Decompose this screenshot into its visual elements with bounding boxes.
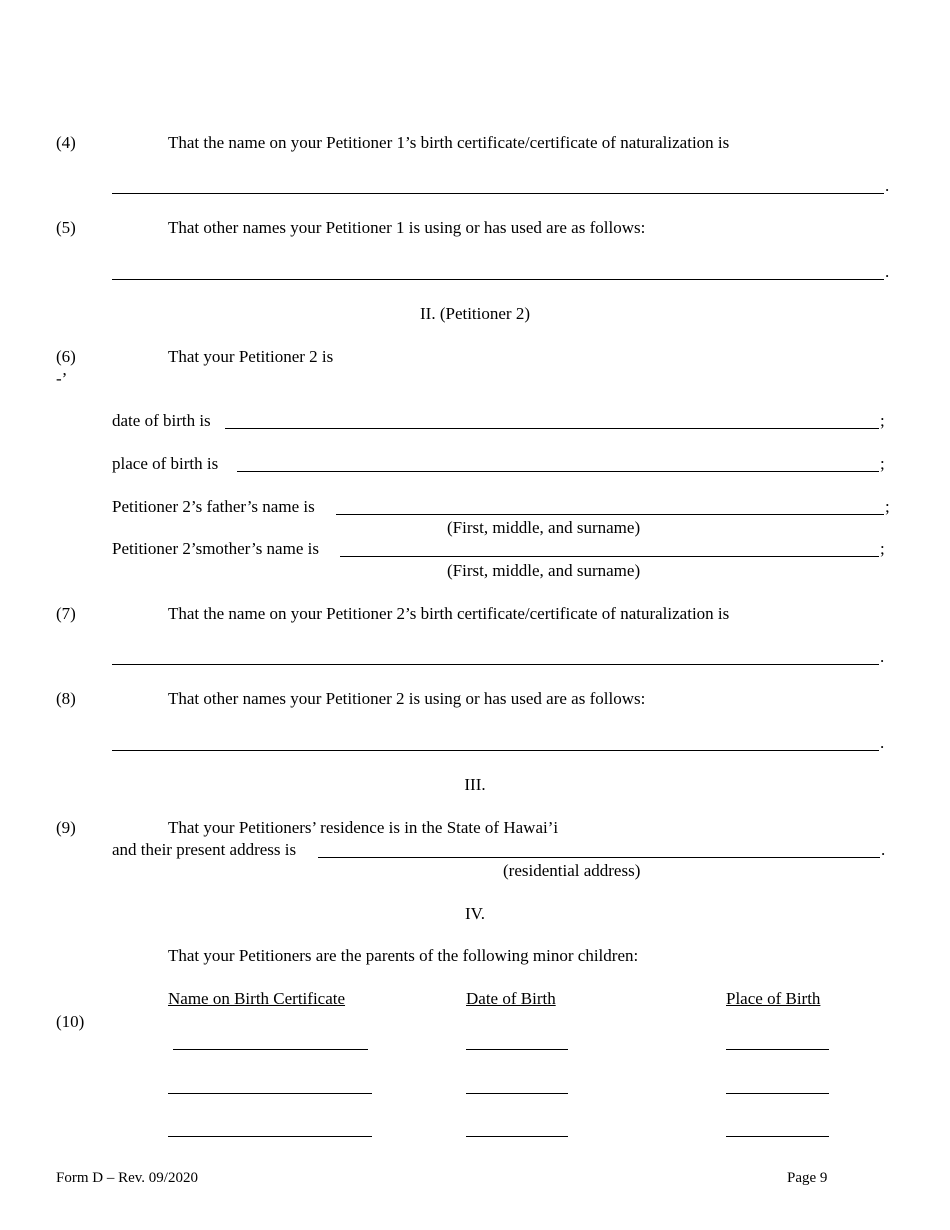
item-number-7: (7) bbox=[56, 604, 76, 623]
father-name-hint: (First, middle, and surname) bbox=[447, 518, 641, 537]
semicolon: ; bbox=[885, 497, 890, 516]
mother-name-label: Petitioner 2’smother’s name is bbox=[112, 539, 319, 558]
petitioner2-mother-name-line[interactable] bbox=[340, 556, 879, 557]
petitioner2-father-name-line[interactable] bbox=[336, 514, 884, 515]
column-header-dob: Date of Birth bbox=[466, 989, 556, 1008]
period: . bbox=[885, 262, 890, 281]
semicolon: ; bbox=[880, 454, 885, 473]
petitioner1-other-names-line[interactable] bbox=[112, 279, 884, 280]
petitioner2-birth-name-line[interactable] bbox=[112, 664, 879, 665]
children-intro-text: That your Petitioners are the parents of the following minor children: bbox=[168, 946, 639, 965]
footer-form-id: Form D – Rev. 09/2020 bbox=[56, 1170, 198, 1186]
item-5-text: That other names your Petitioner 1 is using or has used are as follows: bbox=[168, 218, 646, 237]
child-3-name-line[interactable] bbox=[168, 1136, 372, 1137]
item-6-text: That your Petitioner 2 is bbox=[168, 347, 334, 366]
period: . bbox=[880, 647, 885, 666]
item-number-4: (4) bbox=[56, 133, 76, 152]
period: . bbox=[885, 176, 890, 195]
petitioner2-dob-line[interactable] bbox=[225, 428, 879, 429]
child-1-pob-line[interactable] bbox=[726, 1049, 829, 1050]
item-number-10: (10) bbox=[56, 1012, 85, 1031]
child-3-pob-line[interactable] bbox=[726, 1136, 829, 1137]
semicolon: ; bbox=[880, 411, 885, 430]
column-header-name: Name on Birth Certificate bbox=[168, 989, 346, 1008]
child-2-dob-line[interactable] bbox=[466, 1093, 568, 1094]
semicolon: ; bbox=[880, 539, 885, 558]
address-hint: (residential address) bbox=[503, 861, 641, 880]
footer-page-number: Page 9 bbox=[787, 1170, 828, 1186]
father-name-label: Petitioner 2’s father’s name is bbox=[112, 497, 315, 516]
child-3-dob-line[interactable] bbox=[466, 1136, 568, 1137]
item-9-text: That your Petitioners’ residence is in the State of Hawai’i bbox=[168, 818, 559, 837]
pob-label: place of birth is bbox=[112, 454, 219, 473]
child-1-dob-line[interactable] bbox=[466, 1049, 568, 1050]
section-iv-heading: IV. bbox=[465, 904, 485, 923]
dob-label: date of birth is bbox=[112, 411, 211, 430]
item-number-6: (6) bbox=[56, 347, 76, 366]
period: . bbox=[881, 840, 886, 859]
residential-address-line[interactable] bbox=[318, 857, 880, 858]
item-7-text: That the name on your Petitioner 2’s birth certificate/certificate of naturalization is bbox=[168, 604, 730, 623]
child-2-pob-line[interactable] bbox=[726, 1093, 829, 1094]
item-4-text: That the name on your Petitioner 1’s birth certificate/certificate of naturalization is bbox=[168, 133, 730, 152]
petitioner2-other-names-line[interactable] bbox=[112, 750, 879, 751]
mother-name-hint: (First, middle, and surname) bbox=[447, 561, 641, 580]
petitioner2-pob-line[interactable] bbox=[237, 471, 879, 472]
item-number-5: (5) bbox=[56, 218, 76, 237]
child-1-name-line[interactable] bbox=[173, 1049, 368, 1050]
section-iii-heading: III. bbox=[464, 775, 486, 794]
petitioner1-birth-name-line[interactable] bbox=[112, 193, 884, 194]
item-number-9: (9) bbox=[56, 818, 76, 837]
address-label: and their present address is bbox=[112, 840, 297, 859]
item-8-text: That other names your Petitioner 2 is using or has used are as follows: bbox=[168, 689, 646, 708]
item-number-8: (8) bbox=[56, 689, 76, 708]
period: . bbox=[880, 733, 885, 752]
column-header-pob: Place of Birth bbox=[726, 989, 821, 1008]
section-ii-heading: II. (Petitioner 2) bbox=[420, 304, 530, 323]
stray-mark: -’ bbox=[56, 369, 68, 388]
child-2-name-line[interactable] bbox=[168, 1093, 372, 1094]
